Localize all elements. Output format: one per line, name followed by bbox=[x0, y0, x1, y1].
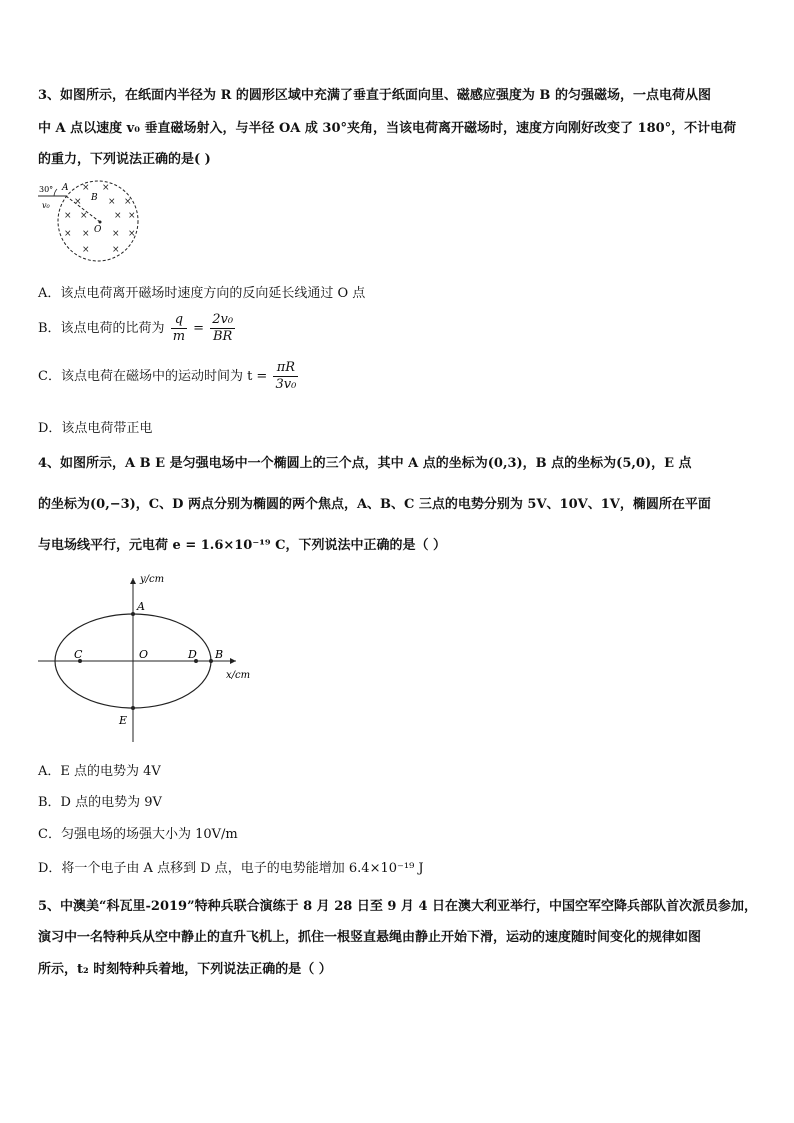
q3-line-2: 中 A 点以速度 v₀ 垂直磁场射入，与半径 OA 成 30°夹角，当该电荷离开磁场时，速度方向刚好改变了 180°，不计电荷 bbox=[38, 121, 737, 136]
cross-mark: × bbox=[124, 197, 132, 207]
q3-magnetic-field-figure bbox=[36, 176, 146, 266]
q3-option-b: B．该点电荷的比荷为 $\frac{q}{m}$ = $\frac{\text{2v₀}}{BR}$ bbox=[38, 312, 234, 344]
q3-line-3: 的重力，下列说法正确的是( ) bbox=[38, 152, 211, 167]
q4-x-axis-label: x/cm bbox=[226, 670, 251, 681]
cross-mark: × bbox=[128, 229, 136, 239]
q4-line-3: 与电场线平行，元电荷 e = 1.6×10⁻¹⁹ C，下列说法中正确的是（ ） bbox=[38, 538, 446, 553]
cross-mark: × bbox=[112, 229, 120, 239]
q3-v0-label: v₀ bbox=[42, 201, 50, 210]
q4-option-d: D．将一个电子由 A 点移到 D 点，电子的电势能增加 6.4×10⁻¹⁹ J bbox=[38, 861, 424, 876]
cross-mark: × bbox=[102, 183, 110, 193]
q4-point-d-label: D bbox=[188, 648, 197, 661]
q5-line-1: 5、中澳美“科瓦里-2019”特种兵联合演练于 8 月 28 日至 9 月 4 日在澳大利亚举行，中国空军空降兵部队首次派员参加， bbox=[38, 899, 758, 914]
q4-option-b: B．D 点的电势为 9V bbox=[38, 795, 162, 810]
q5-line-3: 所示，t₂ 时刻特种兵着地，下列说法正确的是（ ） bbox=[38, 962, 332, 977]
q3-option-c: C．该点电荷在磁场中的运动时间为 t = $\frac{\pi R}{\text{3v₀}}$ bbox=[38, 360, 297, 392]
cross-mark: × bbox=[82, 183, 90, 193]
cross-mark: × bbox=[114, 211, 122, 221]
q4-point-c-label: C bbox=[74, 648, 83, 661]
q3-option-a: A．该点电荷离开磁场时速度方向的反向延长线通过 O 点 bbox=[38, 286, 366, 301]
q4-point-b-label: B bbox=[215, 648, 224, 661]
cross-mark: × bbox=[82, 229, 90, 239]
q4-point-e-label: E bbox=[119, 714, 128, 727]
q4-point-a-label: A bbox=[137, 600, 145, 613]
q5-line-2: 演习中一名特种兵从空中静止的直升飞机上，抓住一根竖直悬绳由静止开始下滑，运动的速度随时间变化的规律如图 bbox=[38, 930, 702, 945]
q3-option-d: D．该点电荷带正电 bbox=[38, 421, 153, 436]
q4-option-c: C．匀强电场的场强大小为 10V/m bbox=[38, 827, 238, 842]
q3-o-label: O bbox=[94, 225, 102, 235]
cross-mark: × bbox=[64, 211, 72, 221]
q4-line-2: 的坐标为(0,−3)，C、D 两点分别为椭圆的两个焦点，A、B、C 三点的电势分别为 5V、10V、1V，椭圆所在平面 bbox=[38, 497, 711, 512]
cross-mark: × bbox=[80, 211, 88, 221]
q3-point-a-label: A bbox=[62, 183, 69, 193]
q4-option-a: A．E 点的电势为 4V bbox=[38, 764, 161, 779]
q3-b-label: B bbox=[91, 193, 98, 203]
q3-line-1: 3、如图所示，在纸面内半径为 R 的圆形区域中充满了垂直于纸面向里、磁感应强度为 B 的匀强磁场，一点电荷从图 bbox=[38, 88, 711, 103]
cross-mark: × bbox=[128, 211, 136, 221]
q4-ellipse-figure bbox=[36, 572, 266, 747]
q4-y-axis-label: y/cm bbox=[140, 574, 165, 585]
cross-mark: × bbox=[64, 229, 72, 239]
cross-mark: × bbox=[82, 245, 90, 255]
cross-mark: × bbox=[74, 197, 82, 207]
q3-angle-label: 30° bbox=[39, 185, 54, 194]
cross-mark: × bbox=[112, 245, 120, 255]
q4-origin-label: O bbox=[139, 648, 149, 661]
cross-mark: × bbox=[108, 197, 116, 207]
q4-line-1: 4、如图所示，A B E 是匀强电场中一个椭圆上的三个点，其中 A 点的坐标为(0,3)，B 点的坐标为(5,0)，E 点 bbox=[38, 456, 692, 471]
